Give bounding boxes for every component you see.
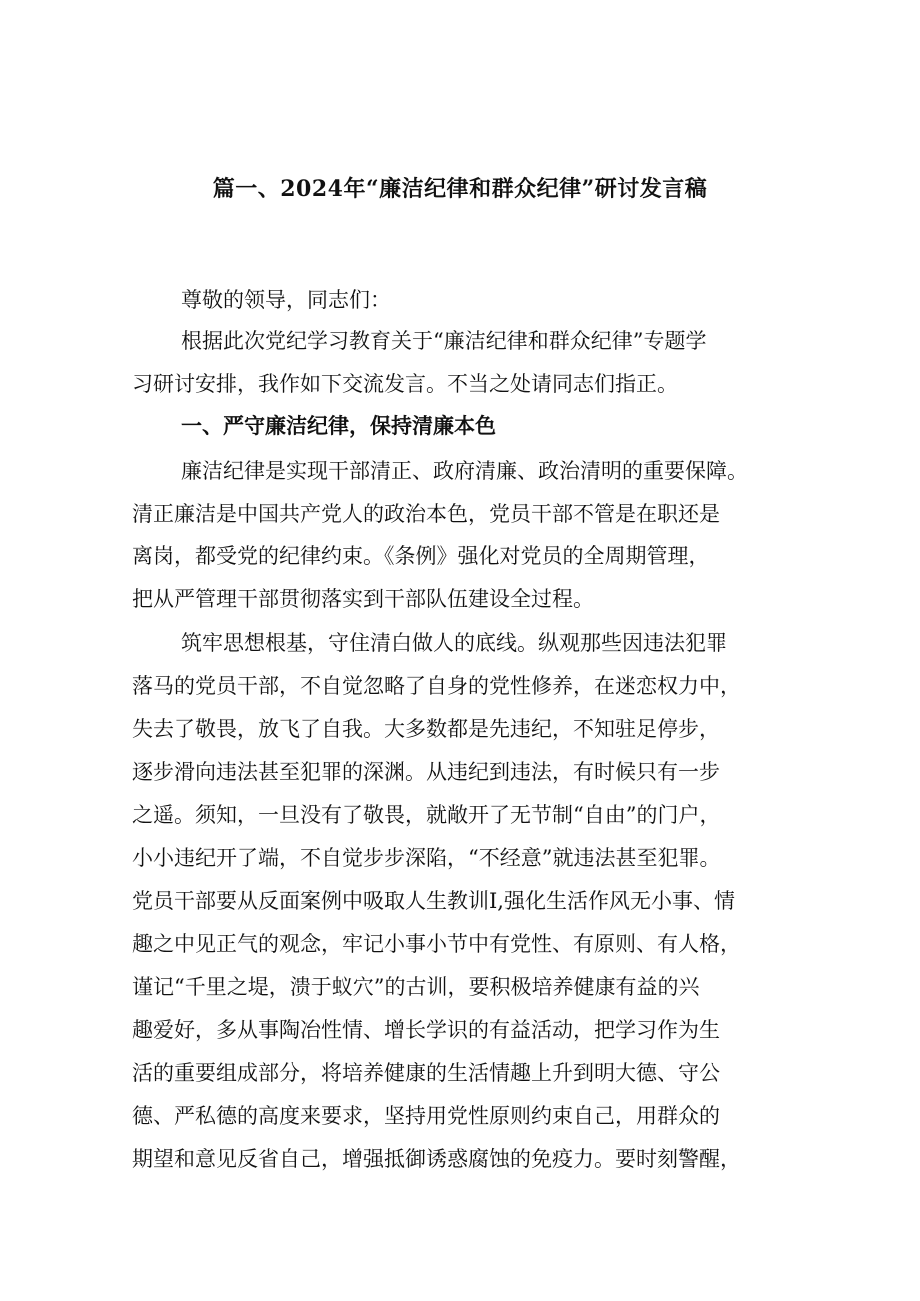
paragraph-line: 离岗，都受党的纪律约束。《条例》强化对党员的全周期管理， (132, 544, 710, 568)
paragraph-line: 把从严管理干部贯彻落实到干部队伍建设全过程。 (132, 587, 594, 611)
paragraph-line: 失去了敬畏，放飞了自我。大多数都是先违纪，不知驻足停步， (132, 717, 720, 741)
paragraph-line: 落马的党员干部，不自觉忽略了自身的党性修养，在迷恋权力中， (132, 674, 741, 698)
paragraph-line: 小小违纪开了端，不自觉步步深陷，“不经意”就违法甚至犯罪。 (132, 846, 721, 870)
paragraph-line: 趣爱好，多从事陶冶性情、增长学识的有益活动，把学习作为生 (132, 1018, 720, 1042)
paragraph-line: 谨记“千里之堤，溃于蚁穴”的古训，要积极培养健康有益的兴 (132, 975, 700, 999)
document-title: 篇一、2024年“廉洁纪律和群众纪律”研讨发言稿 (212, 176, 708, 202)
paragraph-line: 筑牢思想根基，守住清白做人的底线。纵观那些因违法犯罪 (181, 631, 727, 655)
paragraph-line: 逐步滑向违法甚至犯罪的深渊。从违纪到违法，有时候只有一步 (132, 760, 720, 784)
paragraph-line: 清正廉洁是中国共产党人的政治本色，党员干部不管是在职还是 (132, 502, 720, 526)
paragraph-line: 廉洁纪律是实现干部清正、政府清廉、政治清明的重要保障。 (181, 459, 748, 483)
paragraph-line: 期望和意见反省自己，增强抵御诱惑腐蚀的免疫力。要时刻警醒， (132, 1147, 741, 1171)
paragraph-line: 德、严私德的高度来要求，坚持用党性原则约束自己，用群众的 (132, 1104, 720, 1128)
intro-line: 习研讨安排，我作如下交流发言。不当之处请同志们指正。 (132, 372, 678, 396)
greeting: 尊敬的领导，同志们： (181, 288, 391, 312)
intro-line: 根据此次党纪学习教育关于“廉洁纪律和群众纪律”专题学 (181, 329, 707, 353)
paragraph-line: 活的重要组成部分，将培养健康的生活情趣上升到明大德、守公 (132, 1061, 720, 1085)
paragraph-line: 之遥。须知，一旦没有了敬畏，就敞开了无节制“自由”的门户， (132, 803, 721, 827)
section-heading: 一、严守廉洁纪律，保持清廉本色 (181, 413, 496, 438)
paragraph-line: 趣之中见正气的观念，牢记小事小节中有党性、有原则、有人格， (132, 932, 741, 956)
paragraph-line: 党员干部要从反面案例中吸取人生教训I,强化生活作风无小事、情 (132, 889, 735, 913)
